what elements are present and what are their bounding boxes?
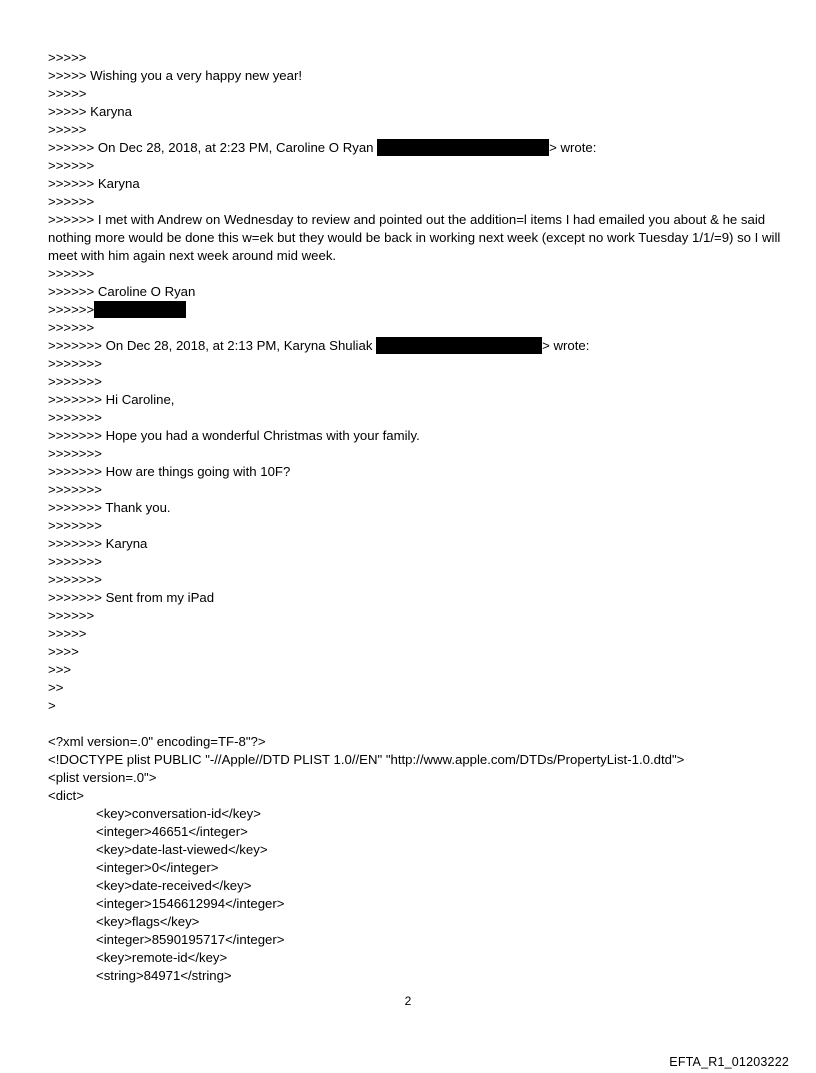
reply-header-line: [48, 139, 788, 157]
quoted-line: >>>>>>> Hope you had a wonderful Christmas with your family.: [48, 428, 420, 443]
reply-header-suffix: > wrote:: [542, 338, 590, 353]
quoted-line: >>>>>>>: [48, 356, 102, 371]
blank-line: [48, 715, 788, 733]
plist-line: <dict>: [48, 788, 84, 803]
quoted-line: >>>>>: [48, 122, 87, 137]
quoted-paragraph: >>>>>> I met with Andrew on Wednesday to review and pointed out the addition=l items I had emailed you about & he said nothing more would be done this w=ek but they would be back in working next week (except no work Tuesday 1/1/=9) so I will meet with him again next week around mid week.: [48, 212, 781, 263]
quoted-line: >>>>>>: [48, 158, 95, 173]
redaction-block: [94, 301, 186, 318]
quoted-line: >>: [48, 680, 64, 695]
reply-header-text: >>>>>>> On Dec 28, 2018, at 2:13 PM, Karyna Shuliak: [48, 338, 377, 353]
quoted-line: >>>>>: [48, 50, 87, 65]
redacted-line: [48, 301, 788, 319]
reply-header-suffix: > wrote:: [549, 140, 597, 155]
quoted-line: >>>>> Karyna: [48, 104, 132, 119]
quoted-line: >>>>>>> Karyna: [48, 536, 148, 551]
quoted-line: >>>>>>>: [48, 572, 102, 587]
reply-header-text: >>>>>> On Dec 28, 2018, at 2:23 PM, Caroline O Ryan: [48, 140, 378, 155]
plist-line: <plist version=.0">: [48, 770, 157, 785]
quoted-line: >>>>>>: [48, 194, 95, 209]
plist-line: <string>84971</string>: [96, 968, 232, 983]
quoted-line: >>>>>>: [48, 266, 95, 281]
quoted-line: >>>>>>>: [48, 374, 102, 389]
plist-line: <key>date-last-viewed</key>: [96, 842, 268, 857]
reply-header-line: [48, 337, 788, 355]
quoted-line: >>>>>>>: [48, 410, 102, 425]
plist-line: <key>flags</key>: [96, 914, 200, 929]
quoted-line: >: [48, 698, 56, 713]
plist-line: <integer>1546612994</integer>: [96, 896, 285, 911]
plist-line: <!DOCTYPE plist PUBLIC "-//Apple//DTD PLIST 1.0//EN" "http://www.apple.com/DTDs/PropertyList-1.0.dtd">: [48, 752, 685, 767]
quoted-line: >>>>>>: [48, 320, 95, 335]
quoted-line: >>>>>: [48, 86, 87, 101]
quoted-line: >>>: [48, 662, 72, 677]
plist-line: <?xml version=.0" encoding=TF-8"?>: [48, 734, 266, 749]
email-body: [48, 49, 788, 985]
plist-line: <integer>8590195717</integer>: [96, 932, 285, 947]
plist-line: <key>date-received</key>: [96, 878, 252, 893]
quoted-line: >>>>>>> Sent from my iPad: [48, 590, 215, 605]
quoted-line: >>>>>> Caroline O Ryan: [48, 284, 196, 299]
quoted-line: >>>>>> Karyna: [48, 176, 140, 191]
quoted-line: >>>>>>> Hi Caroline,: [48, 392, 175, 407]
plist-line: <integer>0</integer>: [96, 860, 219, 875]
quoted-line: >>>>>>> Thank you.: [48, 500, 171, 515]
quoted-line: >>>>: [48, 644, 79, 659]
quoted-line: >>>>>>> How are things going with 10F?: [48, 464, 291, 479]
redaction-block: [376, 337, 542, 354]
redacted-line-text: >>>>>>: [48, 302, 95, 317]
quoted-line: >>>>>>>: [48, 482, 102, 497]
document-id: EFTA_R1_01203222: [669, 1055, 789, 1069]
redaction-block: [377, 139, 549, 156]
quoted-line: >>>>>>: [48, 608, 95, 623]
page-number: 2: [404, 994, 412, 1008]
quoted-line: >>>>> Wishing you a very happy new year!: [48, 68, 303, 83]
quoted-line: >>>>>>>: [48, 554, 102, 569]
plist-line: <key>remote-id</key>: [96, 950, 228, 965]
plist-line: <integer>46651</integer>: [96, 824, 248, 839]
quoted-line: >>>>>>>: [48, 446, 102, 461]
quoted-line: >>>>>: [48, 626, 87, 641]
plist-line: <key>conversation-id</key>: [96, 806, 261, 821]
quoted-line: >>>>>>>: [48, 518, 102, 533]
